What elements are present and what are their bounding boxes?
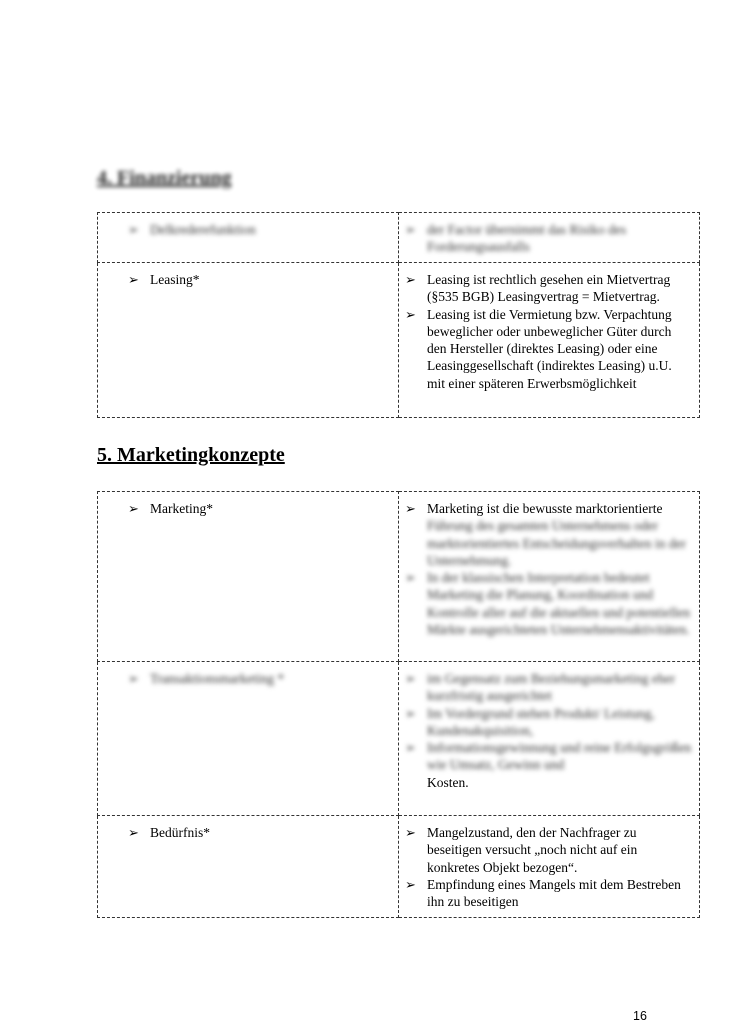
definition-list — [405, 670, 693, 791]
term-cell — [98, 213, 399, 263]
arrow-bullet-icon: ➢ — [405, 222, 416, 237]
term-line — [128, 221, 392, 238]
arrow-bullet-icon: ➢ — [405, 501, 416, 516]
definition-cell — [399, 492, 700, 662]
arrow-bullet-icon: ➢ — [128, 272, 139, 287]
definition-list — [405, 271, 693, 392]
term-line — [128, 670, 392, 687]
list-item — [405, 221, 693, 256]
definition-text: Empfindung eines Mangels mit dem Bestreben ihn zu beseitigen — [427, 876, 681, 910]
table-row — [98, 662, 700, 816]
definition-cell — [399, 662, 700, 816]
arrow-bullet-icon: ➢ — [405, 272, 416, 287]
definition-cell — [399, 213, 700, 263]
definition-text: Marketing ist die bewusste marktorientierte — [427, 501, 663, 516]
term-cell — [98, 263, 399, 418]
table-row — [98, 492, 700, 662]
list-item — [405, 670, 693, 705]
term-line — [128, 824, 392, 841]
definition-cell — [399, 816, 700, 918]
arrow-bullet-icon: ➢ — [128, 222, 139, 237]
definition-list — [405, 824, 693, 910]
finanzierung-table — [97, 212, 700, 418]
definition-text: Im Vordergrund stehen Produkt/ Leistung, Kundenakquisition, — [427, 705, 655, 738]
term-label: Bedürfnis* — [150, 825, 210, 840]
arrow-bullet-icon: ➢ — [405, 705, 416, 721]
marketing-table — [97, 491, 700, 918]
term-line — [128, 271, 392, 288]
list-item — [405, 824, 693, 876]
term-line — [128, 500, 392, 517]
term-label: Leasing* — [150, 272, 200, 287]
definition-text: Mangelzustand, den der Nachfrager zu beseitigen versucht „noch nicht auf ein konkretes Objekt bezogen“. — [427, 825, 638, 875]
arrow-bullet-icon: ➢ — [405, 740, 416, 756]
arrow-bullet-icon: ➢ — [405, 306, 416, 322]
term-label: Transaktionsmarketing * — [150, 671, 285, 686]
list-item — [405, 306, 693, 392]
arrow-bullet-icon: ➢ — [128, 671, 139, 686]
arrow-bullet-icon: ➢ — [405, 671, 416, 686]
page-number: 16 — [633, 1009, 647, 1023]
section-4-heading: 4. Finanzierung — [97, 167, 232, 189]
list-item — [405, 876, 693, 911]
definition-text: der Factor übernimmt das Risiko des Forderungsausfalls — [427, 222, 627, 255]
definition-list — [405, 221, 693, 256]
arrow-bullet-icon: ➢ — [128, 825, 139, 840]
table-row — [98, 263, 700, 418]
definition-text: In der klassischen Interpretation bedeutet Marketing die Planung, Koordination und Kontrolle aller auf die aktuellen und potentiellen Märkte ausgerichteten Unternehmensaktivitäten. — [427, 570, 691, 638]
definition-text: Leasing ist die Vermietung bzw. Verpachtung beweglicher oder unbeweglicher Güter durch den Hersteller (direktes Leasing) oder eine Leasinggesellschaft (indirektes Leasing) u.U. mit einer späteren Erwerbsmöglichkeit — [427, 306, 672, 391]
table-row — [98, 213, 700, 263]
list-item — [405, 739, 693, 791]
definition-cell — [399, 263, 700, 418]
definition-text: Informationsgewinnung und reine Erfolgsgrößen wie Umsatz, Gewinn und — [427, 740, 692, 773]
definition-text: Leasing ist rechtlich gesehen ein Mietvertrag (§535 BGB) Leasingvertrag = Mietvertrag. — [427, 272, 671, 305]
definition-text-blurred: Führung des gesamten Unternehmens oder marktorientiertes Entscheidungsverhalten in der Unternehmung. — [427, 518, 687, 568]
arrow-bullet-icon: ➢ — [128, 501, 139, 516]
term-label: Marketing* — [150, 501, 213, 516]
table-row — [98, 816, 700, 918]
list-item — [405, 705, 693, 740]
list-item — [405, 500, 693, 569]
term-cell — [98, 492, 399, 662]
definition-list — [405, 500, 693, 638]
term-cell — [98, 816, 399, 918]
arrow-bullet-icon: ➢ — [405, 876, 416, 892]
term-cell — [98, 662, 399, 816]
arrow-bullet-icon: ➢ — [405, 825, 416, 840]
definition-text-tail: Kosten. — [427, 774, 469, 790]
arrow-bullet-icon: ➢ — [405, 570, 416, 586]
term-label: Delkrederefunktion — [150, 222, 256, 237]
list-item — [405, 271, 693, 306]
list-item — [405, 569, 693, 638]
definition-text: im Gegensatz zum Beziehungsmarketing eher kurzfristig ausgerichtet — [427, 671, 676, 704]
section-5-heading: 5. Marketingkonzepte — [97, 444, 285, 466]
